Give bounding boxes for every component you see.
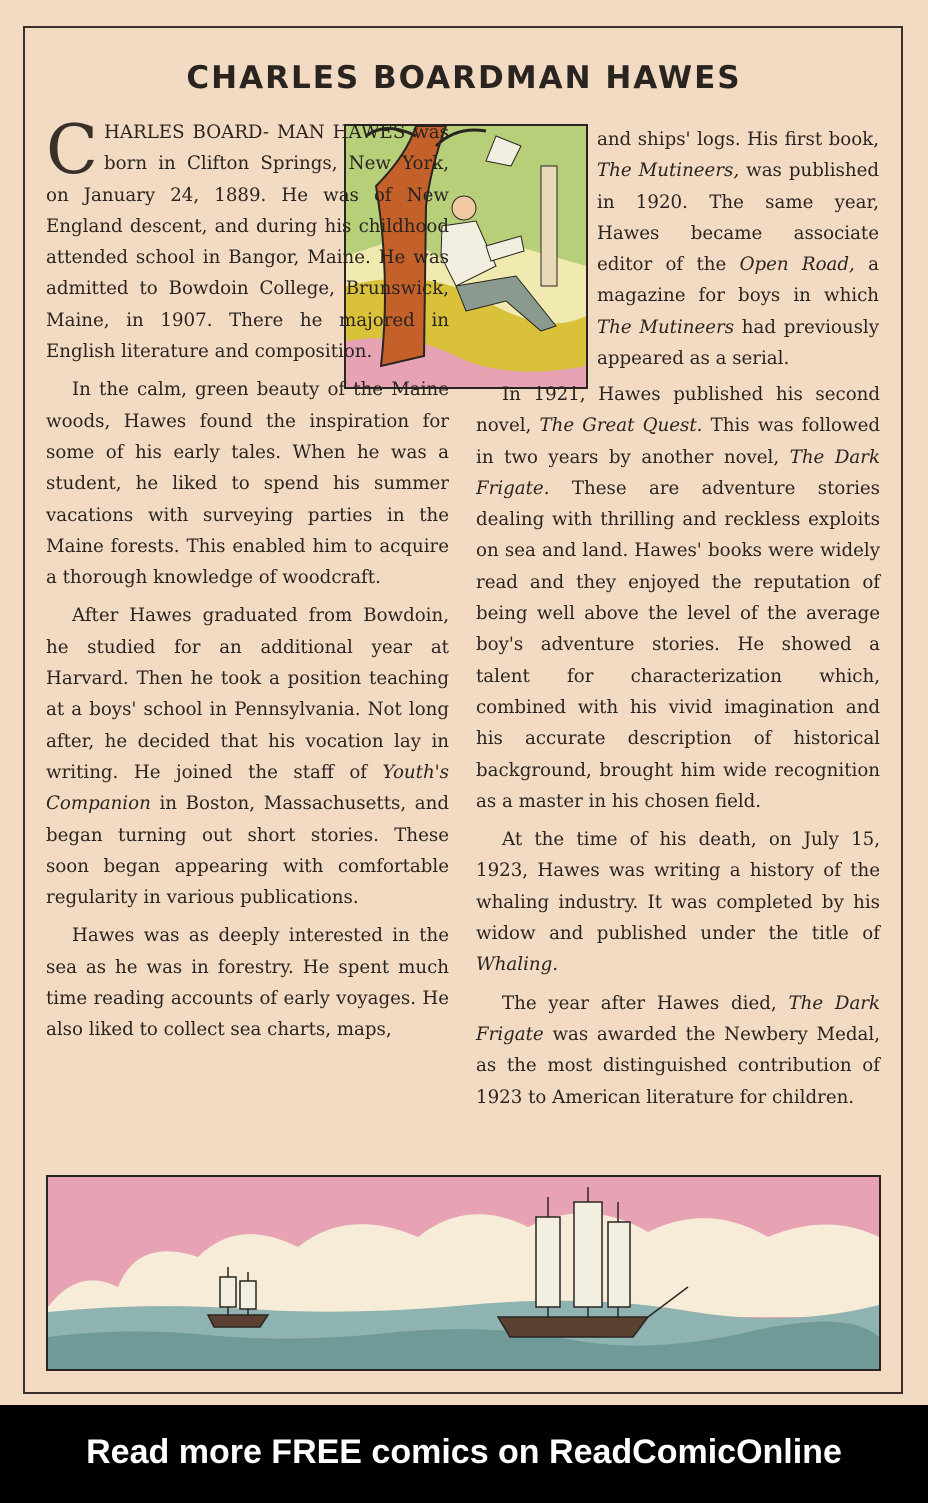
dark-frigate-title-2: The Dark Frigate — [476, 992, 881, 1045]
great-quest-title: The Great Quest. — [539, 415, 703, 437]
p5-text-c: These are adventure stories dealing with thrilling and reckless exploits on sea and land. Hawes' books were widely read and they enjoyed the reputation of being well above the level of the average boy's adventure stories. He showed a talent for characterization which, combined with his vivid imagination and his accurate description of historical background, brought him wide recognition as a master in his chosen field. — [476, 477, 880, 812]
paragraph-4: Hawes was as deeply interested in the sea as he was in forestry. He spent much time reading accounts of early voyages. He also liked to collect sea charts, maps, — [46, 925, 449, 1041]
promo-banner[interactable] — [0, 1405, 928, 1503]
sailing-ships-illustration — [46, 1175, 881, 1371]
mutineers-title: The Mutineers, — [597, 160, 740, 182]
whaling-title: Whaling. — [476, 954, 559, 976]
drop-cap: C — [46, 111, 99, 190]
p7-text-a: The year after Hawes died, — [502, 992, 789, 1014]
lead-text: HARLES BOARD- MAN HAWES was born in Clifton Springs, New York, on January 24, 1889. He was of New England descent, and during his childhood attended school in Bangor, Maine. He was admitted to Bowdoin College, Brunswick, Maine, in 1907. There he majored in English literature and composition. — [46, 122, 449, 363]
right-column — [476, 372, 880, 1113]
p7-text-b: was awarded the Newbery Medal, as the most distinguished contribution of 1923 to American literature for children. — [476, 1023, 880, 1108]
rt-text-d: had previously appeared as a serial. — [597, 316, 879, 370]
rt-text-c: a magazine for boys in which — [597, 254, 879, 307]
left-column — [46, 111, 449, 1046]
p5-text-a: In 1921, Hawes published his second novel, — [476, 384, 880, 437]
rt-text-a: and ships' logs. His first book, — [597, 129, 879, 150]
rt-text-b: was published in 1920. The same year, Hawes became associate editor of the — [597, 160, 879, 276]
paragraph-3-text-a: After Hawes graduated from Bowdoin, he studied for an additional year at Harvard. Then he took a position teaching at a boys' school in Pennsylvania. Not long after, he decided that his vocation lay in writing. He joined the staff of — [46, 605, 449, 783]
paragraph-3-text-b: in Boston, Massachusetts, and began turning out short stories. These soon began appearing with comfortable regularity in various publications. — [46, 793, 449, 909]
paragraph-5 — [476, 379, 880, 817]
dark-frigate-title: The Dark Frigate. — [476, 446, 880, 499]
p6-text-a: At the time of his death, on July 15, 1923, Hawes was writing a history of the whaling industry. It was completed by his widow and published under the title of — [476, 829, 880, 945]
mutineers-title-2: The Mutineers — [597, 316, 735, 338]
paragraph-7 — [476, 988, 880, 1113]
paragraph-4-continued — [597, 124, 879, 374]
article-title: CHARLES BOARDMAN HAWES — [186, 60, 742, 96]
p5-text-b: This was followed in two years by another novel, — [476, 415, 880, 468]
paragraph-6 — [476, 824, 880, 980]
youths-companion-title: Youth's Companion — [46, 761, 449, 815]
paragraph-3 — [46, 600, 449, 913]
paragraph-2: In the calm, green beauty of the Maine woods, Hawes found the inspiration for some of his early tales. When he was a student, he liked to spend his summer vacations with surveying parties in the Maine forests. This enabled him to acquire a thorough knowledge of woodcraft. — [46, 379, 449, 589]
promo-banner-text[interactable]: Read more FREE comics on ReadComicOnline — [86, 1433, 842, 1471]
open-road-title: Open Road, — [739, 254, 855, 276]
right-top-column — [597, 124, 879, 374]
lead-paragraph — [46, 111, 449, 367]
